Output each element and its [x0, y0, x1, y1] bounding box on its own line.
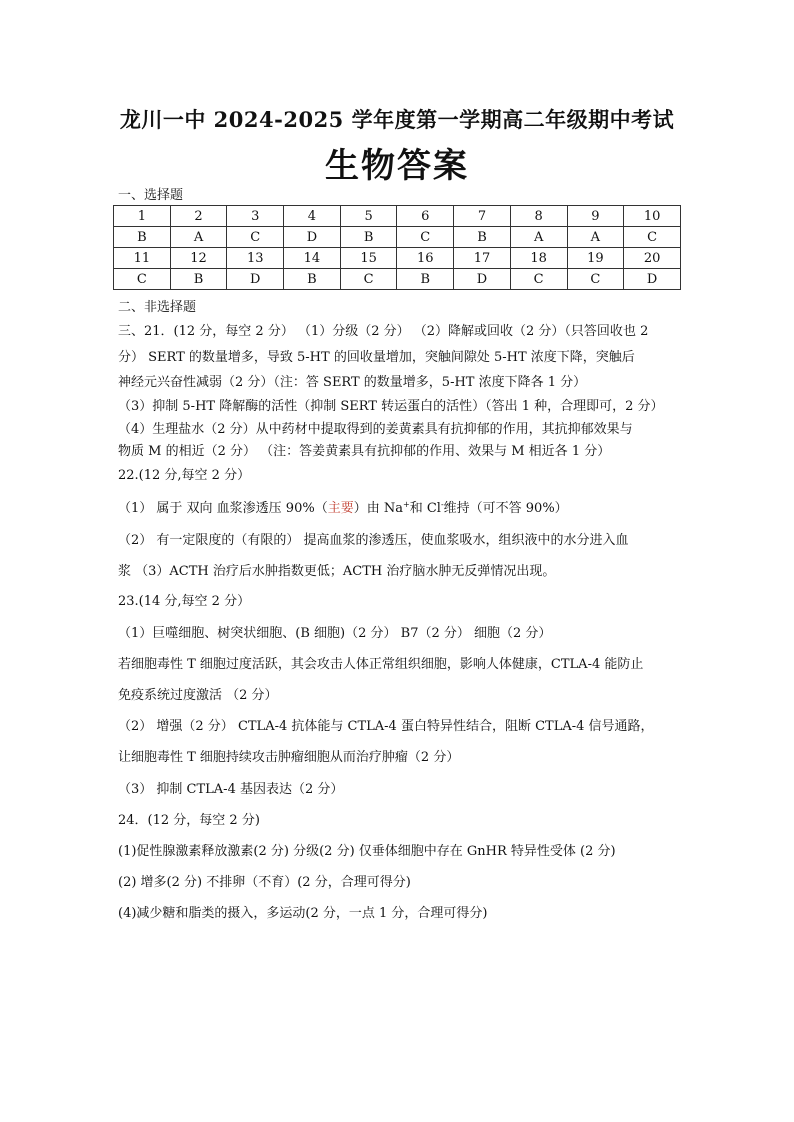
answer-row: [114, 269, 681, 290]
answer-cell: C: [397, 227, 454, 248]
q21-line-1: 三、21．(12 分，每空 2 分） （1）分级（2 分） （2）降解或回收（2 分）（只答回收也 2: [118, 324, 649, 339]
q24-line-3: (4)减少糖和脂类的摄入，多运动(2 分，一点 1 分，合理可得分): [118, 906, 488, 921]
q23-line-1: （1）巨噬细胞、树突状细胞、(B 细胞)（2 分） B7（2 分） 细胞（2 分）: [118, 626, 552, 641]
answer-row: [114, 227, 681, 248]
q21-line-6: 物质 M 的相近（2 分） （注：答姜黄素具有抗抑郁的作用、效果与 M 相近各 1 分）: [118, 444, 611, 459]
answer-cell: B: [397, 269, 454, 290]
answer-subtitle: 生物答案: [325, 146, 469, 186]
q23-line-5: 让细胞毒性 T 细胞持续攻击肿瘤细胞从而治疗肿瘤（2 分）: [118, 750, 460, 765]
answer-cell: B: [454, 227, 511, 248]
answer-cell: A: [510, 227, 567, 248]
q21-line-4: （3）抑制 5-HT 降解酶的活性（抑制 SERT 转运蛋白的活性）（答出 1 种，合理即可，2 分）: [118, 399, 664, 414]
q22-line-3: 浆 （3）ACTH 治疗后水肿指数更低；ACTH 治疗脑水肿无反弹情况出现。: [118, 564, 556, 579]
question-number-row: [114, 206, 681, 227]
answer-cell: C: [114, 269, 171, 290]
q23-line-4: （2） 增强（2 分） CTLA-4 抗体能与 CTLA-4 蛋白特异性结合，阻断 CTLA-4 信号通路，: [118, 719, 654, 734]
question-number-cell: 7: [454, 206, 511, 227]
q24-line-2: (2) 增多(2 分) 不排卵（不育）(2 分，合理可得分): [118, 875, 411, 890]
q22-line-1-part-d: 维持（可不答 90%）: [443, 501, 568, 516]
section-choice-label: 一、选择题: [118, 188, 184, 203]
section-nonchoice-label: 二、非选择题: [118, 300, 197, 315]
q22-line-1: [118, 497, 688, 516]
q24-line-1: (1)促性腺激素释放激素(2 分) 分级(2 分) 仅垂体细胞中存在 GnHR 特异性受体 (2 分): [118, 844, 616, 859]
sodium-charge: +: [402, 500, 410, 509]
answer-cell: D: [624, 269, 681, 290]
question-number-cell: 6: [397, 206, 454, 227]
answer-cell: D: [227, 269, 284, 290]
question-number-cell: 2: [170, 206, 227, 227]
question-number-cell: 1: [114, 206, 171, 227]
exam-title: 龙川一中 2024-2025 学年度第一学期高二年级期中考试: [119, 107, 675, 132]
chloride-charge: -: [440, 500, 444, 509]
answer-cell: A: [567, 227, 624, 248]
question-number-cell: 20: [624, 248, 681, 269]
question-number-cell: 17: [454, 248, 511, 269]
question-number-cell: 4: [284, 206, 341, 227]
highlight-main: 主要: [327, 501, 354, 516]
q23-header: 23.(14 分,每空 2 分）: [118, 594, 251, 609]
q24-header: 24．(12 分，每空 2 分): [118, 813, 260, 828]
q21-line-2: 分） SERT 的数量增多，导致 5-HT 的回收量增加，突触间隙处 5-HT 浓度下降，突触后: [118, 350, 635, 365]
question-number-cell: 16: [397, 248, 454, 269]
question-number-cell: 14: [284, 248, 341, 269]
answer-cell: B: [114, 227, 171, 248]
question-number-cell: 13: [227, 248, 284, 269]
question-number-cell: 18: [510, 248, 567, 269]
question-number-row: [114, 248, 681, 269]
answer-cell: C: [340, 269, 397, 290]
answer-cell: D: [454, 269, 511, 290]
q23-line-2: 若细胞毒性 T 细胞过度活跃，其会攻击人体正常组织细胞，影响人体健康，CTLA-4 能防止: [118, 657, 644, 672]
q22-line-2: （2） 有一定限度的（有限的） 提高血浆的渗透压，使血浆吸水，组织液中的水分进入血: [118, 533, 629, 548]
question-number-cell: 15: [340, 248, 397, 269]
question-number-cell: 8: [510, 206, 567, 227]
answer-cell: B: [170, 269, 227, 290]
q23-line-3: 免疫系统过度激活 （2 分）: [118, 688, 278, 703]
q21-line-5: （4）生理盐水（2 分）从中药材中提取得到的姜黄素具有抗抑郁的作用，其抗抑郁效果与: [118, 422, 633, 437]
question-number-cell: 19: [567, 248, 624, 269]
answer-cell: A: [170, 227, 227, 248]
answer-cell: C: [624, 227, 681, 248]
question-number-cell: 3: [227, 206, 284, 227]
q22-header: 22.(12 分,每空 2 分）: [118, 468, 251, 483]
q22-line-1-part-a: （1） 属于 双向 血浆渗透压 90%（: [118, 501, 328, 516]
answer-cell: C: [510, 269, 567, 290]
question-number-cell: 12: [170, 248, 227, 269]
question-number-cell: 10: [624, 206, 681, 227]
answer-cell: D: [284, 227, 341, 248]
answer-cell: B: [340, 227, 397, 248]
question-number-cell: 11: [114, 248, 171, 269]
choice-answer-table: [113, 205, 681, 290]
question-number-cell: 5: [340, 206, 397, 227]
q21-line-3: 神经元兴奋性减弱（2 分）（注：答 SERT 的数量增多，5-HT 浓度下降各 1 分）: [118, 375, 587, 390]
answer-cell: C: [227, 227, 284, 248]
question-number-cell: 9: [567, 206, 624, 227]
q22-line-1-part-c: 和 Cl: [409, 501, 441, 516]
answer-cell: C: [567, 269, 624, 290]
q22-line-1-part-b: ）由 Na: [353, 501, 403, 516]
q23-line-6: （3） 抑制 CTLA-4 基因表达（2 分）: [118, 782, 344, 797]
answer-cell: B: [284, 269, 341, 290]
